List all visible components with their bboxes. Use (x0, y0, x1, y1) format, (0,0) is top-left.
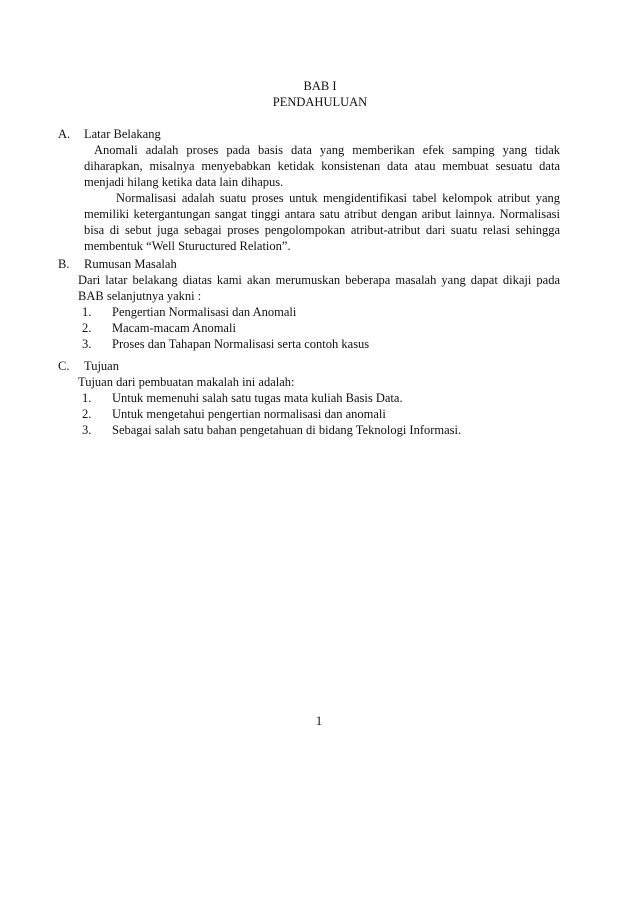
section-a-title: Latar Belakang (84, 127, 161, 141)
section-c-heading (58, 358, 119, 374)
section-c-intro: Tujuan dari pembuatan makalah ini adalah: (78, 375, 295, 389)
section-c-list (82, 390, 461, 438)
section-c-letter: C. (58, 359, 70, 373)
section-a-letter: A. (58, 127, 71, 141)
chapter-number: BAB I (303, 79, 337, 93)
section-b-title: Rumusan Masalah (84, 257, 177, 271)
page-number: 1 (315, 714, 323, 728)
section-a-paragraph-1: Anomali adalah proses pada basis data yang memberikan efek samping yang tidak diharapkan, misalnya menyebabkan ketidak konsistenan data atau membuat sesuatu data menjadi hilang ketika data lain dihapus. (84, 143, 560, 189)
section-b-heading (58, 256, 177, 272)
list-item: 1. Pengertian Normalisasi dan Anomali (82, 305, 297, 319)
section-b-intro: Dari latar belakang diatas kami akan merumuskan beberapa masalah yang dapat dikaji pada BAB selanjutnya yakni : (78, 273, 560, 303)
section-c-title: Tujuan (84, 359, 119, 373)
section-b-letter: B. (58, 257, 70, 271)
section-a-body (84, 142, 560, 254)
section-a-heading (58, 126, 161, 142)
section-b-list (82, 304, 369, 352)
list-item: 3. Proses dan Tahapan Normalisasi serta contoh kasus (82, 337, 370, 351)
list-item: 2. Macam-macam Anomali (82, 321, 236, 335)
list-item: 2. Untuk mengetahui pengertian normalisasi dan anomali (82, 407, 386, 421)
section-a-paragraph-2: Normalisasi adalah suatu proses untuk mengidentifikasi tabel kelompok atribut yang memiliki ketergantungan sangat tinggi antara satu atribut dengan aribut lainnya. Normalisasi bisa di sebut juga sebagai proses pengolompokan atribut-atribut dari suatu relasi sehingga membentuk “Well Stuructured Relation”. (84, 191, 560, 253)
chapter-title: PENDAHULUAN (272, 95, 368, 109)
list-item: 1. Untuk memenuhi salah satu tugas mata kuliah Basis Data. (82, 391, 403, 405)
list-item: 3. Sebagai salah satu bahan pengetahuan di bidang Teknologi Informasi. (82, 423, 462, 437)
